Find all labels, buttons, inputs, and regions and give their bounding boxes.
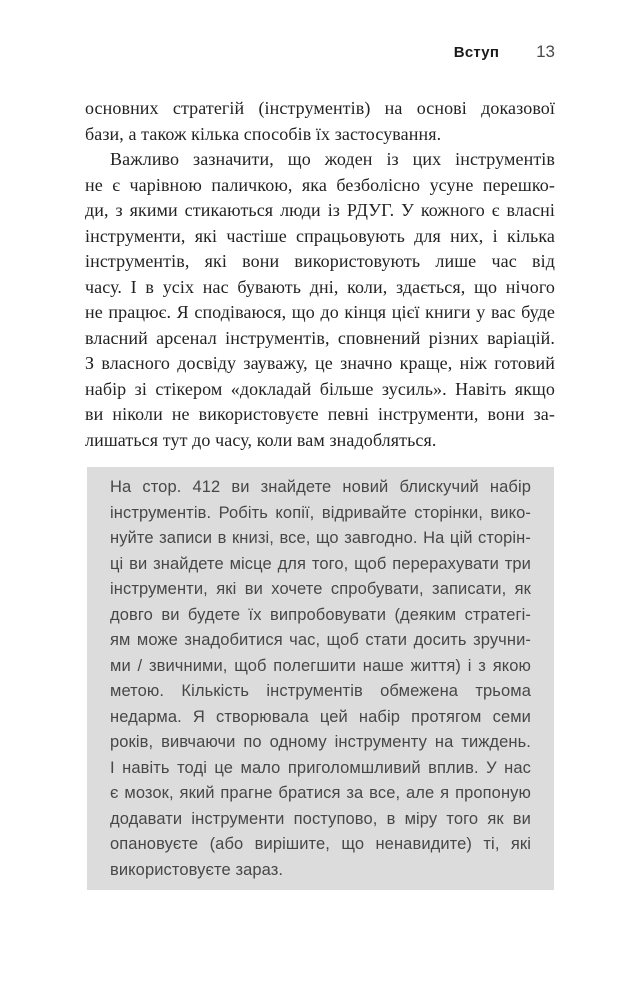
text-line: ці ви знайдете місце для того, щоб перерахувати три (110, 554, 531, 573)
text-line: інструментів, які вони використовують лише час від (85, 251, 555, 271)
text-line: інструменти, які частіше спрацьовують для них, і кілька (85, 225, 555, 246)
text-line: лишаться тут до часу, коли вам знадобляться. (85, 429, 437, 450)
text-line: ви ніколи не використовуєте певні інструменти, вони за- (85, 404, 555, 424)
text-line: є мозок, який прагне братися за все, але я пропоную (110, 784, 531, 802)
text-line: На стор. 412 ви знайдете новий блискучий набір (110, 478, 531, 496)
callout-box (87, 467, 554, 890)
text-line: років, вивчаючи по одному інструменту на тиждень. (110, 733, 531, 751)
text-line: бази, а також кілька способів їх застосування. (85, 123, 442, 144)
text-line: З власного досвіду зауважу, це значно краще, ніж готовий (85, 353, 555, 373)
text-line: інструменти, які ви хочете спробувати, записати, як (110, 580, 531, 598)
text-line: І навіть тоді це мало приголомшливий вплив. У нас (110, 758, 531, 777)
text-line: основних стратегій (інструментів) на основі доказової (85, 98, 555, 118)
text-line: метою. Кількість інструментів обмежена трьома (110, 682, 531, 700)
text-line: довго ви будете їх випробовувати (деяким стратегі- (110, 605, 531, 624)
text-line: використовуєте зараз. (110, 860, 284, 879)
text-line: набір зі стікером «докладай більше зусиль». Навіть якщо (85, 378, 555, 399)
text-line: недарма. Я створювала цей набір протягом семи (110, 707, 531, 726)
text-line: опановуєте (або вирішите, що ненавидите) ті, які (110, 835, 531, 853)
text-line: не працює. Я сподіваюся, що до кінця цієї книги у вас буде (85, 302, 555, 322)
text-line: власний арсенал інструментів, сповнений різних варіацій. (85, 327, 555, 348)
text-line: нуйте записи в книзі, все, що завгодно. На цій сторін- (110, 529, 531, 547)
text-line: ми / звичними, щоб полегшити наше життя) і з якою (110, 656, 531, 675)
body-text-column (85, 96, 555, 890)
paragraph-intro (85, 96, 555, 147)
text-line: інструментів. Робіть копії, відривайте сторінки, вико- (110, 503, 531, 522)
text-line: Важливо зазначити, що жоден із цих інструментів (110, 149, 555, 169)
text-line: ди, з якими стикаються люди із РДУГ. У кожного є власні (85, 200, 555, 220)
paragraph-main (85, 147, 555, 453)
running-header (454, 42, 555, 62)
text-line: часу. І в усіх нас бувають дні, коли, здається, що нічого (85, 276, 555, 297)
text-line: додавати інструменти поступово, в міру того як ви (110, 809, 531, 828)
text-line: не є чарівною паличкою, яка безболісно усуне перешко- (85, 174, 555, 195)
page-number: 13 (536, 42, 555, 61)
running-head-chapter-title: Вступ (453, 44, 500, 61)
text-line: ям може знадобитися час, щоб стати досить зручни- (110, 631, 531, 649)
